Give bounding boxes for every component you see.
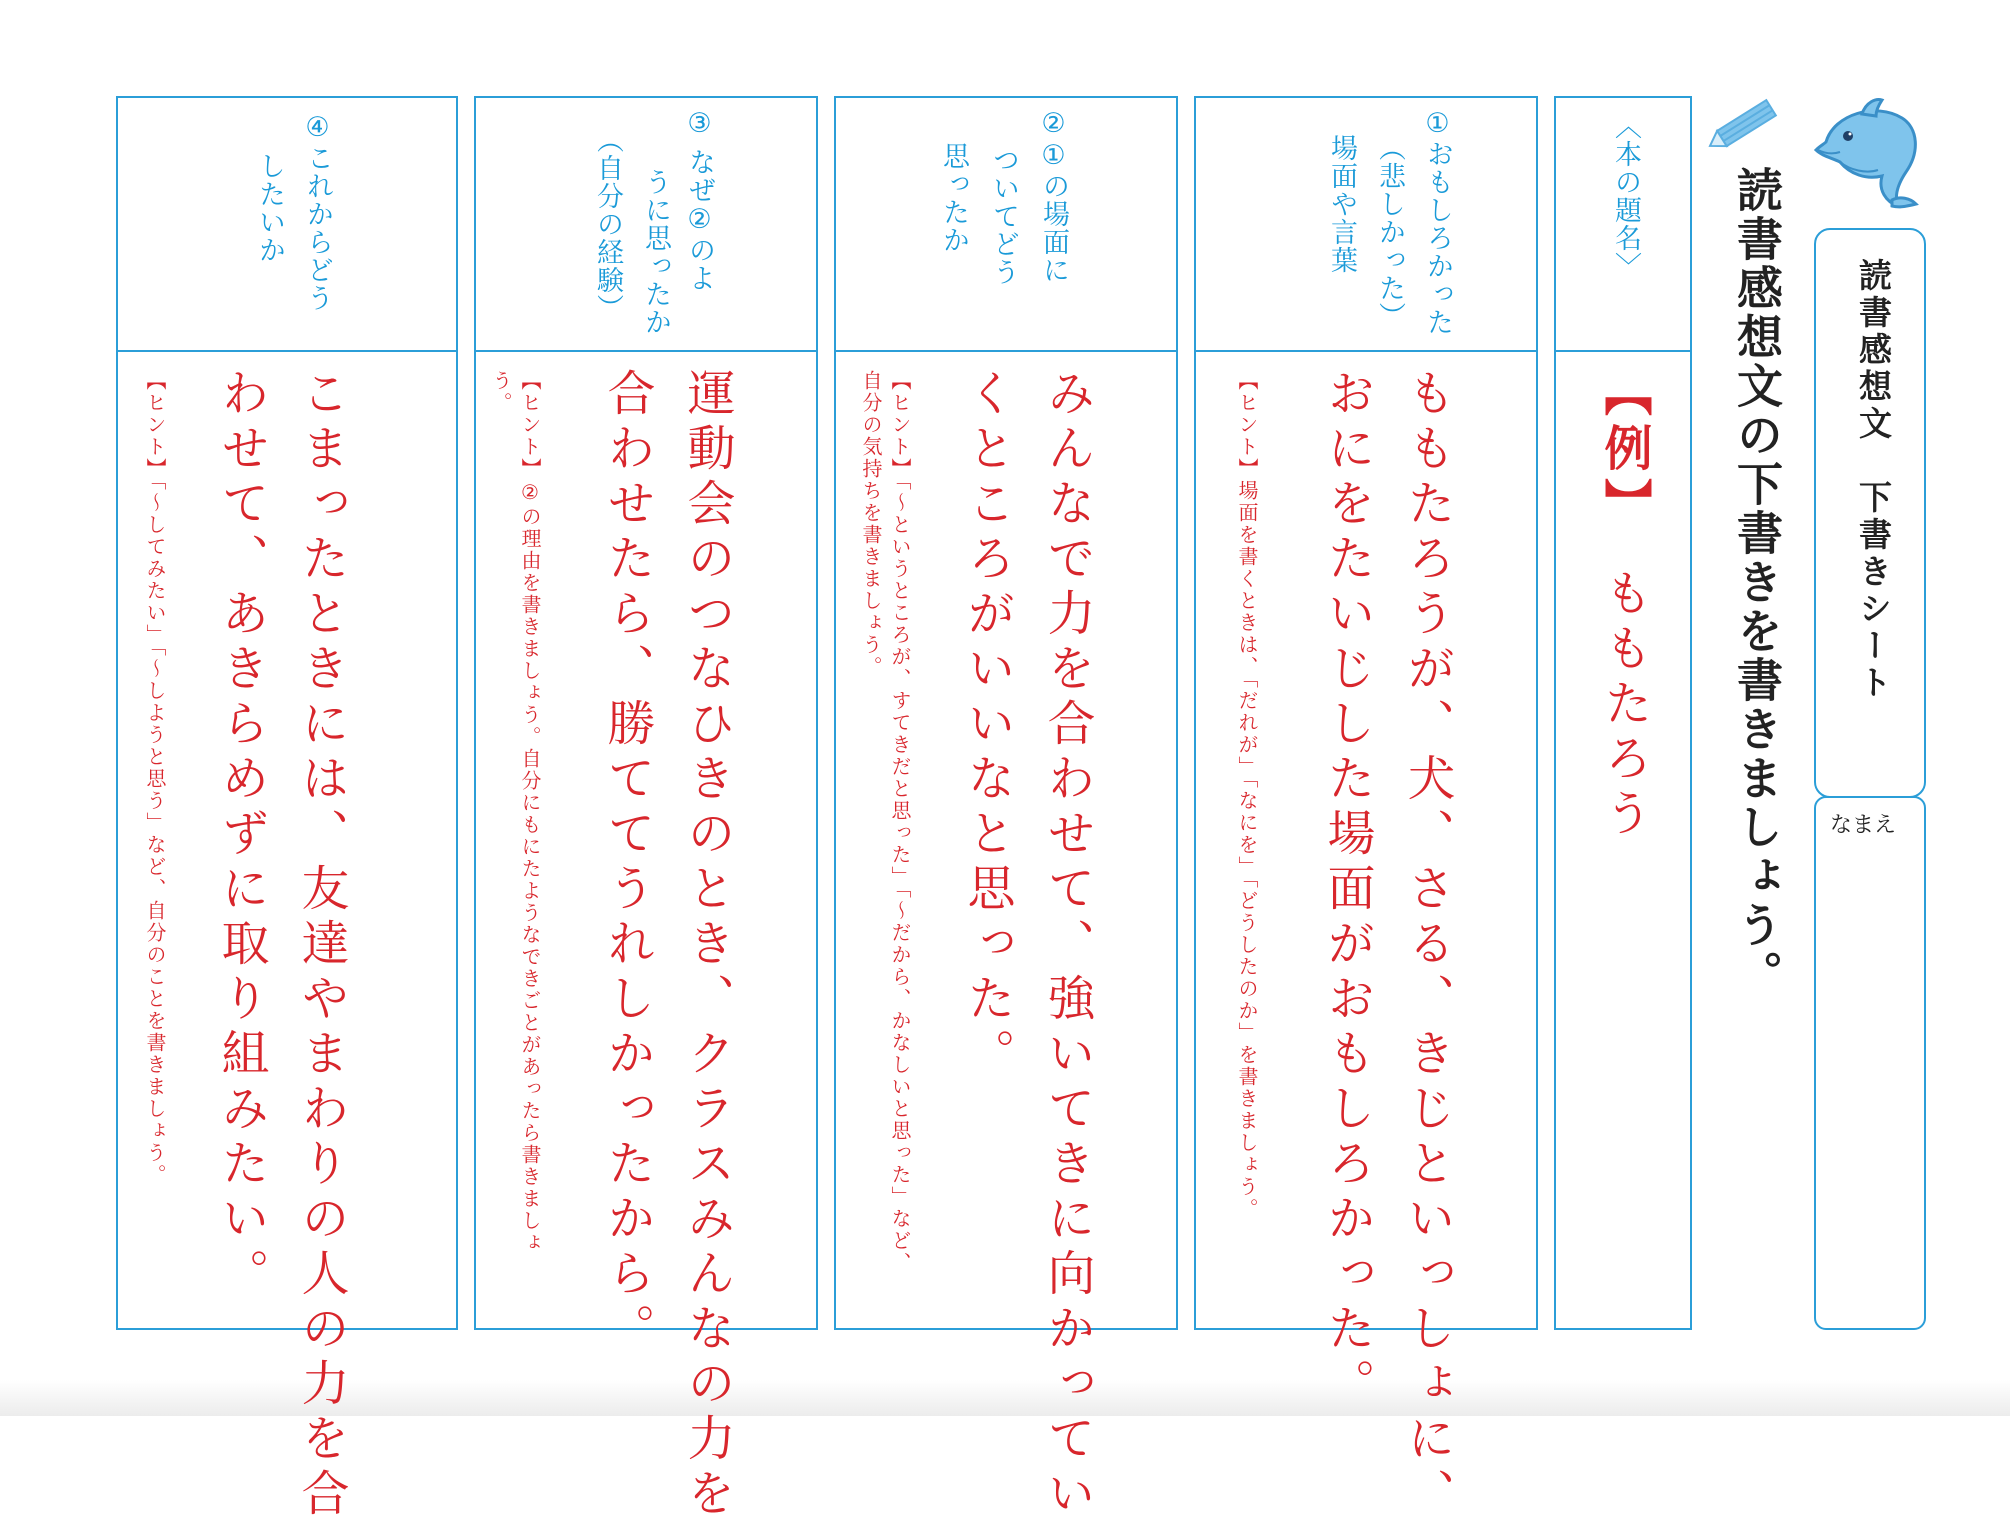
example-4-line-2: わせて、あきらめずに取り組みたい。 <box>213 368 269 1303</box>
column-divider <box>1556 350 1690 352</box>
example-book-title: ももたろう <box>1596 568 1652 843</box>
hint-4: 【ヒント】「～してみたい」「～しようと思う」など、自分のことを書きましょう。 <box>143 370 167 1186</box>
column-divider <box>476 350 816 352</box>
question-3-line-1: ③ <box>684 108 715 140</box>
book-title-label: 〈本の題名〉 <box>1610 112 1641 280</box>
example-2-line-2: くところがいいなと思った。 <box>959 368 1015 1083</box>
question-4-line-1: ④これからどう <box>302 112 333 312</box>
column-divider <box>1196 350 1536 352</box>
example-3-line-2: 合わせたら、勝ててうれしかったから。 <box>599 368 655 1358</box>
book-title-column <box>1554 96 1692 1330</box>
example-1-line-2: おにをたいじした場面がおもしろかった。 <box>1319 368 1375 1413</box>
example-4-line-1: こまったときには、友達やまわりの人の力を合 <box>293 368 349 1523</box>
question-1-line-2: （悲しかった） <box>1374 134 1405 330</box>
column-4 <box>116 96 458 1523</box>
column-2 <box>834 96 1178 1523</box>
example-mark: 【例】 <box>1596 368 1652 533</box>
sheet-title: 読書感想文 下書きシート <box>1854 258 1893 702</box>
question-4-line-2: したいか <box>254 152 285 264</box>
name-label: なまえ <box>1830 813 1897 838</box>
question-3-line-3: うに思ったか <box>640 168 671 336</box>
hint-3: 【ヒント】②の理由を書きましょう。自分にもにたようなできごとがあったら書きましょう。 <box>489 370 542 1254</box>
example-3-line-1: 運動会のつなひきのとき、クラスみんなの力を <box>679 368 735 1523</box>
sheet-title-panel <box>1814 228 1926 798</box>
question-2-line-1: ②①の場面に <box>1038 108 1069 284</box>
hint-2: 【ヒント】「～というところが、すてきだと思った」「～だから、かなしいと思った」など、自分の気持ちを書きましょう。 <box>859 370 912 1274</box>
example-2-line-1: みんなで力を合わせて、強いてきに向かってい <box>1039 368 1095 1523</box>
pencil-icon <box>1702 94 1792 154</box>
hint-1: 【ヒント】場面を書くときは、「だれが」「なにを」「どうしたのか」を書きましょう。 <box>1235 370 1259 1220</box>
dolphin-illustration <box>1806 96 1930 220</box>
page-title: 読書感想文の下書きを書きましょう。 <box>1730 166 1784 999</box>
name-field[interactable] <box>1814 796 1926 1330</box>
column-3 <box>474 96 818 1523</box>
column-divider <box>836 350 1176 352</box>
question-1-line-3: 場面や言葉 <box>1326 134 1357 274</box>
question-2-line-3: 思ったか <box>938 142 969 254</box>
question-2-line-2: ついてどう <box>988 146 1019 286</box>
question-3-line-4: （自分の経験） <box>592 126 623 322</box>
question-1-line-1: ①おもしろかった <box>1422 108 1453 336</box>
column-divider <box>118 350 456 352</box>
example-1-line-1: ももたろうが、犬、さる、きじといっしょに、 <box>1399 368 1455 1523</box>
question-3-line-2: なぜ②のよ <box>684 148 715 292</box>
column-1 <box>1194 96 1538 1523</box>
